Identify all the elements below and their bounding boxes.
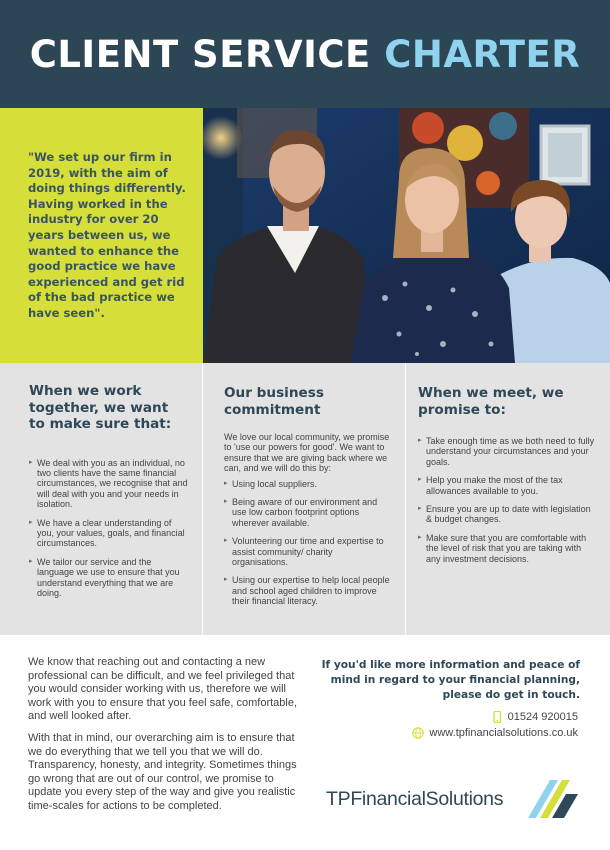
- page-title: [30, 33, 581, 76]
- column-list: [418, 436, 596, 564]
- column-intro: We love our local community, we promise to 'use our powers for good'. We want to ensure that we are giving back where we can, and we will do this by:: [224, 432, 390, 474]
- charter-columns: [0, 363, 610, 635]
- team-photo: [203, 108, 610, 363]
- closing-text: [28, 656, 304, 822]
- logo-mark-icon: [524, 778, 580, 820]
- globe-icon: [412, 727, 424, 739]
- closing-paragraph: We know that reaching out and contacting a new professional can be difficult, and we feel privileged that you would consider working with us, therefore we will work with you to ensure that you feel safe, comfortable, and well looked after.: [28, 656, 298, 723]
- column-heading: When we work together, we want to make sure that:: [29, 383, 172, 432]
- column-list: [224, 479, 391, 607]
- column-list: [29, 458, 188, 599]
- phone-icon: [491, 711, 503, 723]
- list-item: ▸ Help you make the most of the tax allowances available to you.: [418, 475, 596, 496]
- list-item: ▸ Ensure you are up to date with legislation & budget changes.: [418, 504, 596, 525]
- column-heading: When we meet, we promise to:: [418, 385, 564, 418]
- list-item: ▸ We have a clear understanding of you, your values, goals, and financial circumstances.: [29, 518, 188, 549]
- list-item: ▸ Using local suppliers.: [224, 479, 391, 489]
- column-work-together: [0, 363, 202, 635]
- title-main: CLIENT SERVICE: [29, 32, 371, 76]
- founder-quote: "We set up our firm in 2019, with the aim of doing things differently. Having worked in the industry for over 20 years between us, we wanted to enhance the good practice we have experienced and get rid of the bad practice we have seen".: [28, 150, 186, 320]
- phone-number: 01524 920015: [507, 711, 578, 723]
- column-when-we-meet: [406, 363, 610, 635]
- logo-text: TPFinancialSolutions: [326, 788, 504, 810]
- list-item: ▸ Being aware of our environment and use low carbon footprint options wherever available.: [224, 497, 391, 528]
- quote-panel: [0, 108, 203, 363]
- company-logo: [326, 776, 582, 822]
- list-item: ▸ Make sure that you are comfortable with the level of risk that you are taking with any investment decisions.: [418, 533, 596, 564]
- list-item: ▸ Take enough time as we both need to fully understand your circumstances and your goals.: [418, 436, 596, 467]
- list-item: ▸ Volunteering our time and expertise to assist community/ charity organisations.: [224, 536, 391, 567]
- list-item: ▸ We tailor our service and the language we use to ensure that you understand everything that we are doing.: [29, 557, 188, 599]
- closing-paragraph: With that in mind, our overarching aim is to ensure that we do everything that we tell you that we will do. Transparency, honesty, and integrity. Sometimes things go wrong that are out of our control, we promise to update you every step of the way and give you realistic time-scales for actions to be completed.: [28, 731, 297, 812]
- call-to-action: [318, 658, 580, 702]
- website-url: www.tpfinancialsolutions.co.uk: [429, 727, 578, 739]
- title-accent: CHARTER: [384, 32, 581, 76]
- list-item: ▸ We deal with you as an individual, no two clients have the same financial circumstances, we recognise that and will deal with you and your needs in isolation.: [29, 458, 188, 510]
- phone-contact[interactable]: [491, 711, 578, 723]
- cta-text: If you'd like more information and peace of mind in regard to your financial planning, please do get in touch.: [321, 659, 580, 701]
- list-item: ▸ Using our expertise to help local people and school aged children to improve their financial literacy.: [224, 575, 391, 606]
- website-contact[interactable]: [412, 727, 578, 739]
- column-heading: Our business commitment: [224, 385, 324, 418]
- header-banner: [0, 0, 610, 108]
- column-business-commitment: [203, 363, 405, 635]
